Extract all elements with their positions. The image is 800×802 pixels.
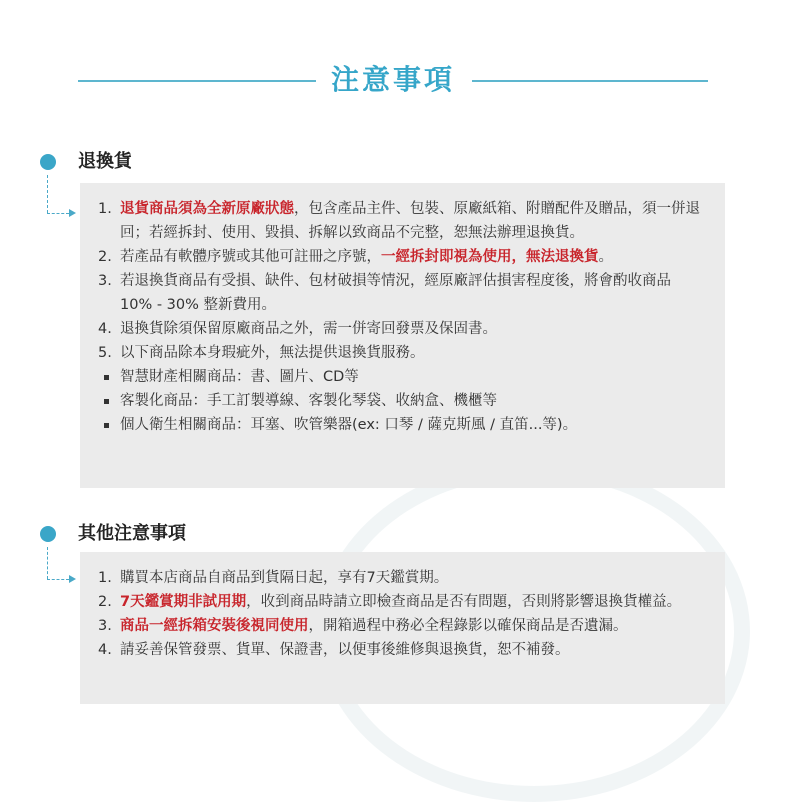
- list-item-number: 2.: [98, 594, 112, 610]
- section-title: 退換貨: [78, 151, 132, 172]
- list-item-text: 智慧財產相關商品：書、圖片、CD等: [120, 369, 359, 385]
- list-item-number: 3.: [98, 618, 112, 634]
- highlighted-text: 退貨商品須為全新原廠狀態: [120, 201, 294, 217]
- list-item: [98, 245, 707, 269]
- list-item: [98, 638, 707, 662]
- list-item-text: 購買本店商品自商品到貨隔日起，享有7天鑑賞期。: [120, 570, 449, 586]
- section-dot-icon: [40, 526, 56, 542]
- list-item-text: 。: [598, 249, 613, 265]
- list-item-text: ，開箱過程中務必全程錄影以確保商品是否遺漏。: [308, 618, 628, 634]
- list-item-number: 5.: [98, 345, 112, 361]
- list-item-text: 客製化商品：手工訂製導線、客製化琴袋、收納盒、機櫃等: [120, 393, 497, 409]
- list-item-text: 退換貨除須保留原廠商品之外，需一併寄回發票及保固書。: [120, 321, 497, 337]
- returns-notice-box: [80, 183, 725, 488]
- list-item: [98, 389, 707, 413]
- dashed-connector: [47, 175, 48, 213]
- highlighted-text: 商品一經拆箱安裝後視同使用: [120, 618, 309, 634]
- title-divider-right: [472, 80, 708, 82]
- list-item-text: 請妥善保管發票、貨單、保證書，以便事後維修與退換貨，恕不補發。: [120, 642, 570, 658]
- list-item-text: 若退換貨商品有受損、缺件、包材破損等情況，經原廠評估損害程度後，將會酌收商品 10% - 30% 整新費用。: [120, 273, 671, 313]
- list-item-number: 3.: [98, 273, 112, 289]
- other-list: [98, 566, 707, 662]
- highlighted-text: 7天鑑賞期非試用期: [120, 594, 247, 610]
- page-title: 注意事項: [330, 63, 455, 96]
- list-item-text: ，收到商品時請立即檢查商品是否有問題，否則將影響退換貨權益。: [246, 594, 682, 610]
- section-dot-icon: [40, 154, 56, 170]
- other-notice-box: [80, 552, 725, 704]
- list-item: [98, 317, 707, 341]
- list-item: [98, 365, 707, 389]
- notice-title-bar: [78, 60, 708, 100]
- list-item-text: ，包含產品主件、包裝、原廠紙箱、附贈配件及贈品，須一併退回；若經拆封、使用、毀損、拆解以致商品不完整，恕無法辦理退換貨。: [120, 201, 700, 241]
- square-bullet-icon: [104, 423, 109, 428]
- list-item-text: 個人衛生相關商品：耳塞、吹管樂器(ex: 口琴 / 薩克斯風 / 直笛...等)。: [120, 417, 578, 433]
- square-bullet-icon: [104, 399, 109, 404]
- list-item: [98, 566, 707, 590]
- highlighted-text: 一經拆封即視為使用，無法退換貨: [381, 249, 599, 265]
- list-item: [98, 614, 707, 638]
- returns-list: [98, 197, 707, 437]
- list-item-number: 1.: [98, 201, 112, 217]
- list-item: [98, 269, 707, 317]
- list-item-text: 以下商品除本身瑕疵外，無法提供退換貨服務。: [120, 345, 425, 361]
- list-item-number: 1.: [98, 570, 112, 586]
- arrow-right-icon: [69, 575, 76, 583]
- list-item-text: 若產品有軟體序號或其他可註冊之序號，: [120, 249, 381, 265]
- section-title: 其他注意事項: [78, 523, 186, 544]
- dashed-connector: [47, 213, 69, 214]
- list-item-number: 2.: [98, 249, 112, 265]
- square-bullet-icon: [104, 375, 109, 380]
- list-item-number: 4.: [98, 321, 112, 337]
- list-item: [98, 413, 707, 437]
- dashed-connector: [47, 547, 48, 579]
- dashed-connector: [47, 579, 69, 580]
- list-item-number: 4.: [98, 642, 112, 658]
- list-item: [98, 341, 707, 365]
- list-item: [98, 590, 707, 614]
- list-item: [98, 197, 707, 245]
- arrow-right-icon: [69, 209, 76, 217]
